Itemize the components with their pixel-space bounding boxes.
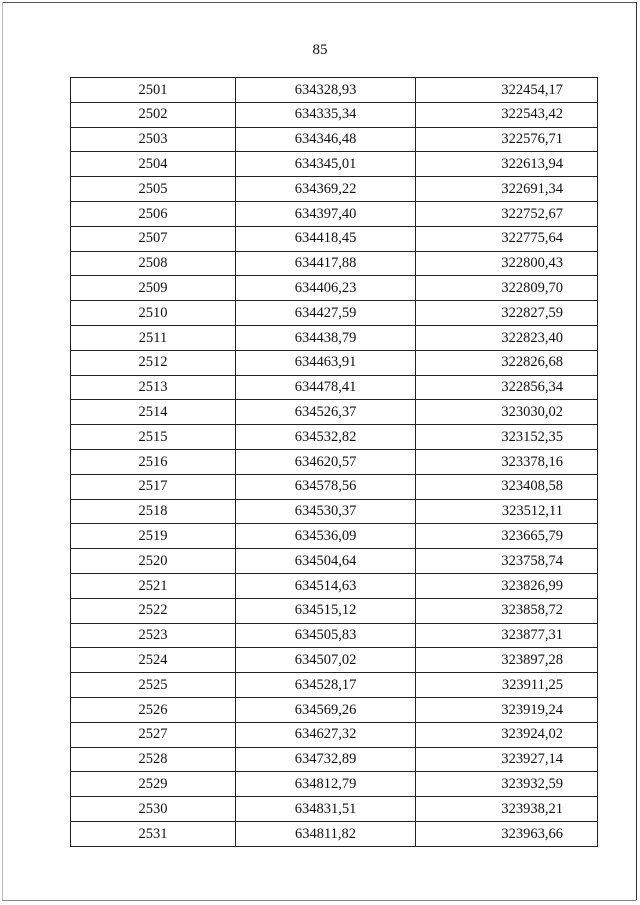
x-coordinate-cell: 634335,34 — [236, 102, 416, 127]
x-coordinate-cell: 634345,01 — [236, 152, 416, 177]
table-row — [71, 78, 598, 103]
page-number: 85 — [312, 42, 328, 58]
point-number-cell: 2525 — [71, 673, 236, 698]
point-number-cell: 2518 — [71, 499, 236, 524]
table-row — [71, 425, 598, 450]
y-coordinate-cell: 323938,21 — [416, 797, 598, 822]
y-coordinate-cell: 322826,68 — [416, 350, 598, 375]
table-row — [71, 449, 598, 474]
x-coordinate-cell: 634369,22 — [236, 177, 416, 202]
point-number-cell: 2517 — [71, 474, 236, 499]
point-number-cell: 2519 — [71, 524, 236, 549]
y-coordinate-cell: 323877,31 — [416, 623, 598, 648]
table-row — [71, 648, 598, 673]
point-number-cell: 2501 — [71, 78, 236, 103]
y-coordinate-cell: 322613,94 — [416, 152, 598, 177]
y-coordinate-cell: 322827,59 — [416, 301, 598, 326]
table-row — [71, 375, 598, 400]
x-coordinate-cell: 634532,82 — [236, 425, 416, 450]
x-coordinate-cell: 634569,26 — [236, 697, 416, 722]
y-coordinate-cell: 323897,28 — [416, 648, 598, 673]
y-coordinate-cell: 323826,99 — [416, 573, 598, 598]
y-coordinate-cell: 323030,02 — [416, 400, 598, 425]
point-number-cell: 2508 — [71, 251, 236, 276]
table-row — [71, 747, 598, 772]
y-coordinate-cell: 323858,72 — [416, 598, 598, 623]
y-coordinate-cell: 322576,71 — [416, 127, 598, 152]
x-coordinate-cell: 634346,48 — [236, 127, 416, 152]
y-coordinate-cell: 323665,79 — [416, 524, 598, 549]
x-coordinate-cell: 634418,45 — [236, 226, 416, 251]
y-coordinate-cell: 322856,34 — [416, 375, 598, 400]
table-row — [71, 474, 598, 499]
point-number-cell: 2520 — [71, 549, 236, 574]
table-row — [71, 400, 598, 425]
y-coordinate-cell: 323919,24 — [416, 697, 598, 722]
table-row — [71, 350, 598, 375]
point-number-cell: 2506 — [71, 201, 236, 226]
table-row — [71, 226, 598, 251]
point-number-cell: 2530 — [71, 797, 236, 822]
point-number-cell: 2511 — [71, 325, 236, 350]
x-coordinate-cell: 634507,02 — [236, 648, 416, 673]
point-number-cell: 2505 — [71, 177, 236, 202]
y-coordinate-cell: 323963,66 — [416, 821, 598, 846]
table-row — [71, 177, 598, 202]
coordinates-table-body — [71, 78, 598, 847]
point-number-cell: 2512 — [71, 350, 236, 375]
page-edge-right — [636, 2, 637, 900]
table-row — [71, 325, 598, 350]
table-row — [71, 102, 598, 127]
coordinates-table — [70, 77, 598, 847]
x-coordinate-cell: 634732,89 — [236, 747, 416, 772]
y-coordinate-cell: 323927,14 — [416, 747, 598, 772]
table-row — [71, 201, 598, 226]
y-coordinate-cell: 322823,40 — [416, 325, 598, 350]
x-coordinate-cell: 634397,40 — [236, 201, 416, 226]
x-coordinate-cell: 634515,12 — [236, 598, 416, 623]
x-coordinate-cell: 634417,88 — [236, 251, 416, 276]
x-coordinate-cell: 634620,57 — [236, 449, 416, 474]
table-row — [71, 772, 598, 797]
x-coordinate-cell: 634514,63 — [236, 573, 416, 598]
y-coordinate-cell: 322752,67 — [416, 201, 598, 226]
table-row — [71, 697, 598, 722]
x-coordinate-cell: 634627,32 — [236, 722, 416, 747]
x-coordinate-cell: 634530,37 — [236, 499, 416, 524]
point-number-cell: 2522 — [71, 598, 236, 623]
point-number-cell: 2526 — [71, 697, 236, 722]
point-number-cell: 2531 — [71, 821, 236, 846]
point-number-cell: 2516 — [71, 449, 236, 474]
point-number-cell: 2513 — [71, 375, 236, 400]
x-coordinate-cell: 634505,83 — [236, 623, 416, 648]
y-coordinate-cell: 323911,25 — [416, 673, 598, 698]
point-number-cell: 2524 — [71, 648, 236, 673]
x-coordinate-cell: 634528,17 — [236, 673, 416, 698]
table-row — [71, 623, 598, 648]
table-row — [71, 821, 598, 846]
y-coordinate-cell: 323408,58 — [416, 474, 598, 499]
x-coordinate-cell: 634406,23 — [236, 276, 416, 301]
y-coordinate-cell: 323378,16 — [416, 449, 598, 474]
table-row — [71, 598, 598, 623]
point-number-cell: 2507 — [71, 226, 236, 251]
y-coordinate-cell: 323152,35 — [416, 425, 598, 450]
x-coordinate-cell: 634427,59 — [236, 301, 416, 326]
page-edge-bottom — [2, 900, 636, 901]
y-coordinate-cell: 323512,11 — [416, 499, 598, 524]
y-coordinate-cell: 322800,43 — [416, 251, 598, 276]
y-coordinate-cell: 322809,70 — [416, 276, 598, 301]
y-coordinate-cell: 322691,34 — [416, 177, 598, 202]
point-number-cell: 2509 — [71, 276, 236, 301]
table-row — [71, 549, 598, 574]
x-coordinate-cell: 634463,91 — [236, 350, 416, 375]
y-coordinate-cell: 322454,17 — [416, 78, 598, 103]
point-number-cell: 2521 — [71, 573, 236, 598]
table-row — [71, 797, 598, 822]
table-row — [71, 251, 598, 276]
point-number-cell: 2503 — [71, 127, 236, 152]
point-number-cell: 2514 — [71, 400, 236, 425]
table-row — [71, 499, 598, 524]
x-coordinate-cell: 634438,79 — [236, 325, 416, 350]
x-coordinate-cell: 634578,56 — [236, 474, 416, 499]
table-row — [71, 276, 598, 301]
point-number-cell: 2523 — [71, 623, 236, 648]
page-edge-left — [2, 2, 3, 900]
point-number-cell: 2502 — [71, 102, 236, 127]
x-coordinate-cell: 634328,93 — [236, 78, 416, 103]
x-coordinate-cell: 634504,64 — [236, 549, 416, 574]
table-row — [71, 722, 598, 747]
table-row — [71, 673, 598, 698]
point-number-cell: 2529 — [71, 772, 236, 797]
point-number-cell: 2528 — [71, 747, 236, 772]
point-number-cell: 2504 — [71, 152, 236, 177]
table-row — [71, 152, 598, 177]
x-coordinate-cell: 634536,09 — [236, 524, 416, 549]
x-coordinate-cell: 634831,51 — [236, 797, 416, 822]
x-coordinate-cell: 634526,37 — [236, 400, 416, 425]
y-coordinate-cell: 322775,64 — [416, 226, 598, 251]
point-number-cell: 2527 — [71, 722, 236, 747]
page-edge-top — [2, 2, 636, 3]
table-row — [71, 301, 598, 326]
table-row — [71, 573, 598, 598]
y-coordinate-cell: 322543,42 — [416, 102, 598, 127]
point-number-cell: 2510 — [71, 301, 236, 326]
y-coordinate-cell: 323924,02 — [416, 722, 598, 747]
y-coordinate-cell: 323758,74 — [416, 549, 598, 574]
x-coordinate-cell: 634812,79 — [236, 772, 416, 797]
y-coordinate-cell: 323932,59 — [416, 772, 598, 797]
point-number-cell: 2515 — [71, 425, 236, 450]
x-coordinate-cell: 634811,82 — [236, 821, 416, 846]
table-row — [71, 127, 598, 152]
x-coordinate-cell: 634478,41 — [236, 375, 416, 400]
table-row — [71, 524, 598, 549]
